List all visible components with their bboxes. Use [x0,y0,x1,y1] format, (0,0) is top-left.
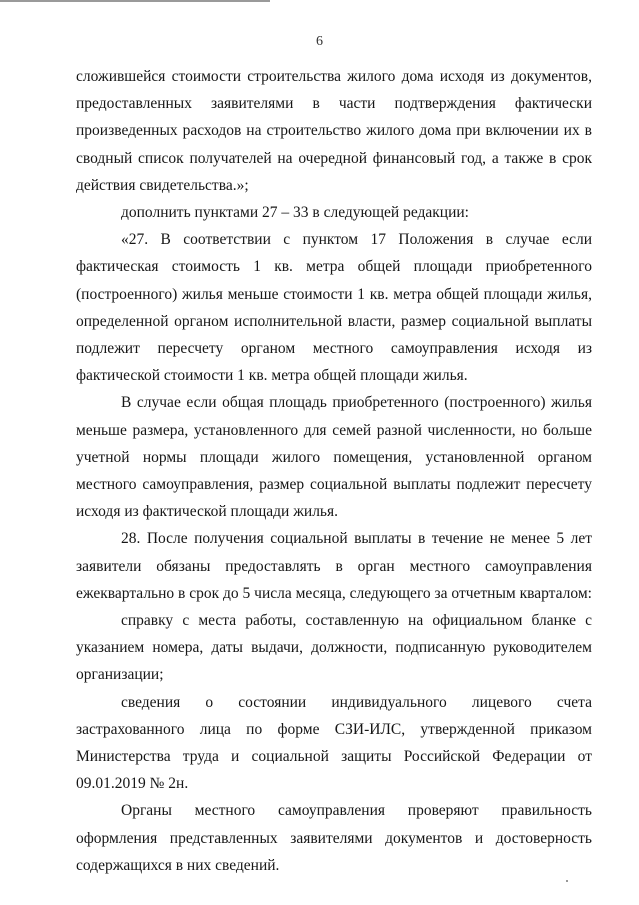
paragraph-item-28: 28. После получения социальной выплаты в течение не менее 5 лет заявители обязаны предоставлять в орган местного самоуправления ежеквартально в срок до 5 числа месяца, следующего за отчетным кварталом: [76,530,592,602]
document-body [76,63,592,879]
paragraph-verification: Органы местного самоуправления проверяют правильность оформления представленных заявителями документов и достоверность содержащихся в них сведений. [76,802,592,874]
page-number: 6 [316,34,323,49]
paragraph-item-27: «27. В соответствии с пунктом 17 Положения в случае если фактическая стоимость 1 кв. метра общей площади приобретенного (построенного) жилья меньше стоимости 1 кв. метра общей площади жилья, определенной органом исполнительной власти, размер социальной выплаты подлежит пересчету органом местного самоуправления исходя из фактической стоимости 1 кв. метра общей площади жилья. [76,231,592,385]
scan-speck [566,880,568,882]
paragraph-amendment-intro: дополнить пунктами 27 – 33 в следующей редакции: [121,204,469,222]
paragraph-szi-ils-info: сведения о состоянии индивидуального лицевого счета застрахованного лица по форме СЗИ-ИЛС, утвержденной приказом Министерства труда и социальной защиты Российской Федерации от 09.01.2019 № 2н. [76,693,592,793]
paragraph-continuation: сложившейся стоимости строительства жилого дома исходя из документов, предоставленных заявителями в части подтверждения фактически произведенных расходов на строительство жилого дома при включении их в сводный список получателей на очередной финансовый год, а также в срок действия свидетельства.»; [76,68,592,194]
top-rule [0,0,270,2]
paragraph-area-recalculation: В случае если общая площадь приобретенного (построенного) жилья меньше размера, установленного для семей разной численности, но больше учетной нормы площади жилого помещения, установленной органом местного самоуправления, размер социальной выплаты подлежит пересчету исходя из фактической площади жилья. [76,394,592,521]
paragraph-employment-certificate: справку с места работы, составленную на официальном бланке с указанием номера, даты выдачи, должности, подписанную руководителем организации; [76,612,592,684]
